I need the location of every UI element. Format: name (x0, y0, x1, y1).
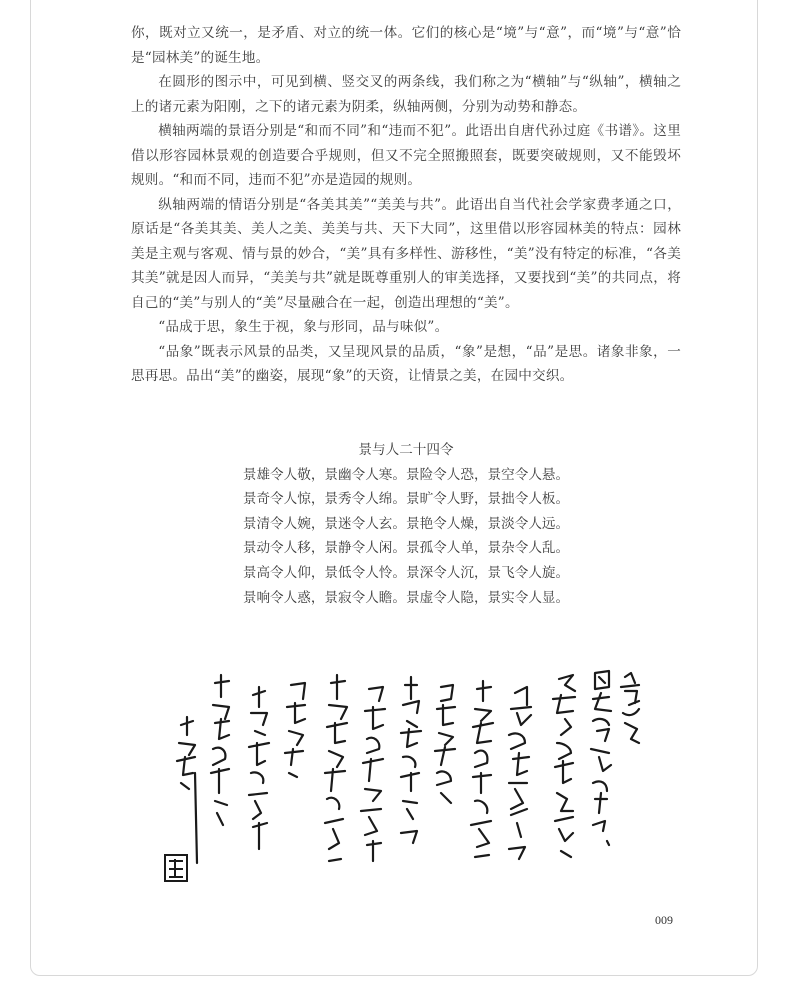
body-text (131, 21, 681, 389)
paragraph-6: “品象”既表示风景的品类，又呈现风景的品质，“象”是想，“品”是思。诸象非象，一思再思。品出“美”的幽姿，展现“象”的天资，让情景之美，在园中交织。 (131, 343, 681, 384)
poem-line: 景动令人移，景静令人闲。景孤令人单，景杂令人乱。 (242, 540, 570, 557)
poem-line: 景响令人惑，景寂令人瞻。景虚令人隐，景实令人显。 (242, 589, 570, 606)
calligraphy-image (155, 665, 665, 895)
paragraph-5: “品成于思，象生于视，象与形同，品与味似”。 (158, 319, 449, 335)
paragraph-1: 你，既对立又统一，是矛盾、对立的统一体。它们的核心是“境”与“意”，而“境”与“意”恰是“园林美”的诞生地。 (131, 25, 681, 66)
poem (131, 438, 681, 610)
poem-line: 景奇令人惊，景秀令人绵。景旷令人野，景拙令人板。 (242, 491, 570, 508)
poem-line: 景高令人仰，景低令人怜。景深令人沉，景飞令人旋。 (242, 564, 570, 581)
page-number: 009 (655, 913, 673, 927)
paragraph-4: 纵轴两端的情语分别是“各美其美”“美美与共”。此语出自当代社会学家费孝通之口，原话是“各美其美、美人之美、美美与共、天下大同”，这里借以形容园林美的特点：园林美是主观与客观、情与景的妙合，“美”具有多样性、游移性，“美”没有特定的标准，“各美其美”就是因人而异，“美美与共”就是既尊重别人的审美选择，又要找到“美”的共同点，将自己的“美”与别人的“美”尽量融合在一起，创造出理想的“美”。 (131, 196, 681, 311)
poem-title: 景与人二十四令 (358, 442, 454, 458)
poem-line: 景雄令人敬，景幽令人寒。景险令人恐，景空令人悬。 (242, 466, 570, 483)
paragraph-3: 横轴两端的景语分别是“和而不同”和“违而不犯”。此语出自唐代孙过庭《书谱》。这里借以形容园林景观的创造要合乎规则，但又不完全照搬照套，既要突破规则，又不能毁坏规则。“和而不同，违而不犯”亦是造园的规则。 (131, 123, 681, 188)
paragraph-2: 在圆形的图示中，可见到横、竖交叉的两条线，我们称之为“横轴”与“纵轴”，横轴之上的诸元素为阳刚，之下的诸元素为阴柔，纵轴两侧，分别为动势和静态。 (131, 74, 681, 115)
poem-line: 景清令人婉，景迷令人玄。景艳令人燥，景淡令人远。 (242, 515, 570, 532)
